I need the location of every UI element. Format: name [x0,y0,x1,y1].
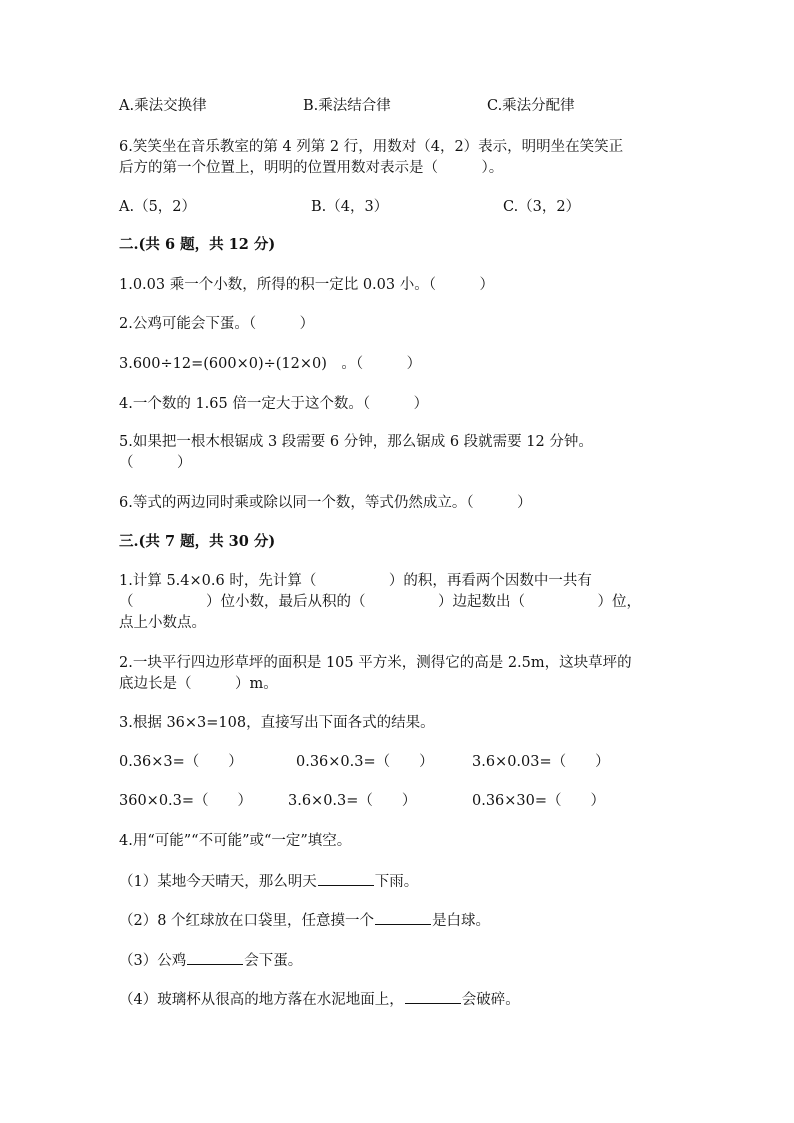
s3-q1-line3: 点上小数点。 [119,615,206,631]
s2-item-5-blank: （ ） [119,455,192,471]
s2-item-5: 5.如果把一根木根锯成 3 段需要 6 分钟，那么锯成 6 段就需要 12 分钟。 [119,434,593,450]
fill-blank[interactable] [187,950,243,965]
s2-item-1: 1.0.03 乘一个小数，所得的积一定比 0.03 小。（ ） [119,277,494,293]
s3-q4-item-1-pre: （1）某地今天晴天，那么明天 [119,874,317,890]
fill-blank[interactable] [375,910,431,925]
s3-q4-item-3-post: 会下蛋。 [244,953,303,969]
s3-q4-item-2 [119,910,490,931]
s3-q3-stem: 3.根据 36×3=108，直接写出下面各式的结果。 [119,715,435,731]
q5-option-a: A.乘法交换律 [119,98,207,114]
s3-q3-r2-c: 0.36×30=（ ） [472,793,606,809]
q6-option-b: B.（4，3） [311,199,389,215]
s3-q3-r1-b: 0.36×0.3=（ ） [296,754,434,770]
s3-q3-r2-a: 360×0.3=（ ） [119,793,253,809]
s3-q4-stem: 4.用“可能”“不可能”或“一定”填空。 [119,833,352,849]
s3-q4-item-1 [119,871,418,892]
s3-q2-line2: 底边长是（ ）m。 [119,676,278,692]
s3-q1-line1: 1.计算 5.4×0.6 时，先计算（ ）的积，再看两个因数中一共有 [119,573,592,589]
q6-stem-line2: 后方的第一个位置上，明明的位置用数对表示是（ ）。 [119,160,504,176]
s3-q4-item-2-pre: （2）8 个红球放在口袋里，任意摸一个 [119,913,375,929]
section2-title: 二.(共 6 题，共 12 分) [119,236,276,253]
s2-item-6: 6.等式的两边同时乘或除以同一个数，等式仍然成立。（ ） [119,495,532,511]
s3-q4-item-2-post: 是白球。 [432,913,491,929]
s3-q1-line2: （ ）位小数，最后从积的（ ）边起数出（ ）位， [119,594,641,610]
fill-blank[interactable] [318,871,374,886]
q6-option-c: C.（3，2） [503,199,581,215]
s2-item-2: 2.公鸡可能会下蛋。（ ） [119,316,315,332]
s3-q4-item-3-pre: （3）公鸡 [119,953,187,969]
fill-blank[interactable] [405,989,461,1004]
s3-q3-r2-b: 3.6×0.3=（ ） [288,793,417,809]
s3-q4-item-4-pre: （4）玻璃杯从很高的地方落在水泥地面上， [119,992,404,1008]
q6-stem-line1: 6.笑笑坐在音乐教室的第 4 列第 2 行，用数对（4，2）表示，明明坐在笑笑正 [119,139,624,155]
s3-q3-r1-a: 0.36×3=（ ） [119,754,243,770]
s3-q4-item-3 [119,950,302,971]
s3-q4-item-4-post: 会破碎。 [461,992,520,1008]
s2-item-4: 4.一个数的 1.65 倍一定大于这个数。（ ） [119,396,429,412]
s3-q4-item-1-post: 下雨。 [374,874,419,890]
q5-option-c: C.乘法分配律 [487,98,575,114]
s3-q3-r1-c: 3.6×0.03=（ ） [472,754,610,770]
section3-title: 三.(共 7 题，共 30 分) [119,533,276,550]
s2-item-3: 3.600÷12=(600×0)÷(12×0) 。（ ） [119,356,422,372]
s3-q2-line1: 2.一块平行四边形草坪的面积是 105 平方米，测得它的高是 2.5m，这块草坪的 [119,655,632,671]
s3-q4-item-4 [119,989,520,1010]
q5-option-b: B.乘法结合律 [303,98,391,114]
q6-option-a: A.（5，2） [119,199,197,215]
